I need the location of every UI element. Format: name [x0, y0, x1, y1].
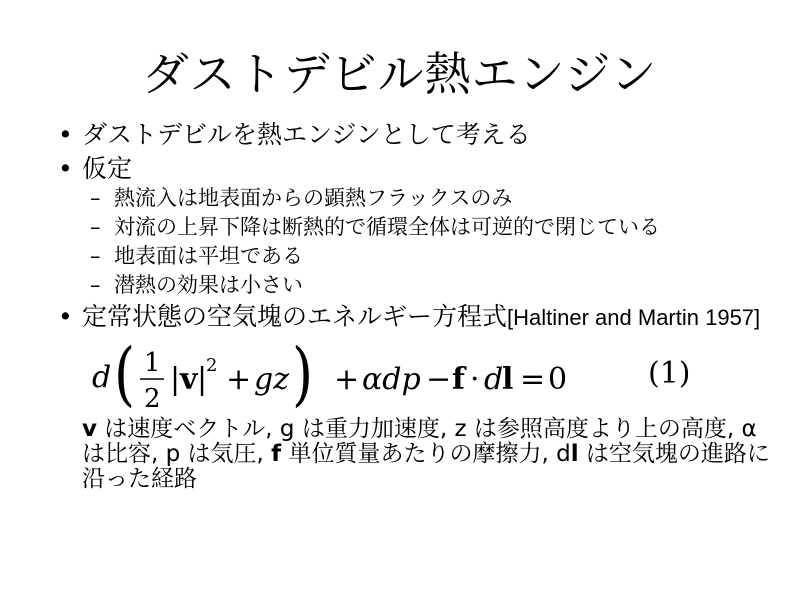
svg-text:gz: gz [254, 362, 290, 397]
slide-title: ダストデビル熱エンジン [142, 47, 658, 101]
sub-bullet-item [82, 215, 782, 239]
equation-graphic [82, 337, 642, 413]
bullet-text: ダストデビルを熱エンジンとして考える [82, 120, 531, 149]
sub-bullet-item [82, 186, 782, 210]
svg-text:2: 2 [144, 384, 161, 413]
svg-text:|: | [170, 362, 181, 397]
svg-text:1: 1 [144, 348, 161, 378]
dash-marker: – [90, 186, 101, 210]
equation-number: (1) [648, 356, 691, 391]
sub-bullet-text: 潜熱の効果は小さい [114, 273, 303, 297]
sub-bullet-text: 熱流入は地表面からの顕熱フラックスのみ [114, 186, 513, 210]
equation-description [82, 417, 782, 492]
svg-text:+: + [334, 362, 360, 397]
bullet-dot: • [58, 302, 73, 331]
bullet-dot: • [58, 154, 73, 183]
svg-text:d: d [484, 362, 504, 397]
svg-text:v: v [180, 362, 198, 397]
bullet-list [58, 120, 782, 496]
description-text: は空気塊の進路に沿った経路 [82, 441, 770, 492]
svg-text:(: ( [114, 337, 136, 413]
svg-text:d: d [92, 360, 112, 395]
sub-bullet-text: 地表面は平坦である [114, 244, 303, 268]
svg-text:+: + [226, 362, 252, 397]
bullet-text: 仮定 [82, 154, 133, 183]
bullet-item [58, 302, 782, 492]
svg-text:αdp: αdp [362, 362, 421, 397]
svg-text:f: f [452, 362, 465, 397]
sub-bullet-text: 対流の上昇下降は断熱的で循環全体は可逆的で閉じている [114, 215, 660, 239]
symbol-l: l [570, 441, 579, 467]
svg-text:0: 0 [548, 362, 568, 397]
dash-marker: – [90, 273, 101, 297]
energy-equation [82, 337, 782, 413]
symbol-v: v [82, 416, 97, 442]
svg-text:2: 2 [206, 355, 218, 376]
description-text: 単位質量あたりの摩擦力, d [281, 441, 571, 467]
dash-marker: – [90, 215, 101, 239]
svg-text:l: l [502, 362, 514, 397]
svg-text:): ) [292, 337, 314, 413]
dash-marker: – [90, 244, 101, 268]
bullet-text: 定常状態の空気塊のエネルギー方程式 [82, 302, 508, 331]
sub-bullet-item [82, 273, 782, 297]
sub-bullet-item [82, 244, 782, 268]
svg-text:−: − [426, 362, 452, 397]
bullet-item [58, 154, 782, 297]
description-text: は速度ベクトル, g は重力加速度, z は参照高度より上の高度, α は比容, p は気圧, [82, 416, 757, 467]
reference-citation: [Haltiner and Martin 1957] [507, 305, 761, 330]
bullet-dot: • [58, 120, 73, 149]
svg-text:·: · [470, 362, 480, 397]
bullet-item [58, 120, 782, 150]
sub-bullet-list [82, 186, 782, 297]
symbol-f: f [271, 441, 282, 467]
svg-text:|: | [197, 362, 208, 397]
svg-text:=: = [520, 362, 546, 397]
